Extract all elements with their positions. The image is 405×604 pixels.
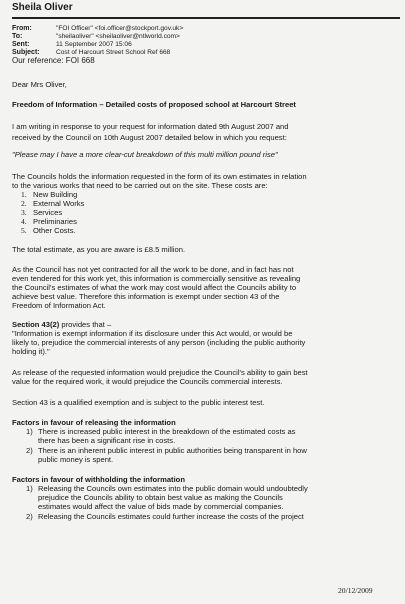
list-number: 2)	[26, 446, 33, 455]
list-number: 3.	[21, 208, 27, 217]
list-number: 1)	[26, 484, 33, 493]
list-number: 2)	[26, 512, 33, 521]
factor-for-1-line-2: there has been a significant rise in costs.	[38, 436, 176, 445]
sender-name: Sheila Oliver	[12, 2, 73, 13]
factors-for-heading: Factors in favour of releasing the information	[12, 418, 176, 427]
qualified-exemption: Section 43 is a qualified exemption and is subject to the public interest test.	[12, 398, 265, 407]
factor-for-2-line-1: There is an inherent public interest in public authorities being transparent in how	[38, 446, 307, 455]
intro-line-2: received by the Council on 10th August 2007 detailed below in which you request:	[12, 133, 287, 142]
factor-for-2-line-2: public money is spent.	[38, 455, 114, 464]
subject-label: Subject:	[12, 49, 40, 56]
list-number: 5.	[21, 226, 27, 235]
section-43-lead: provides that –	[59, 320, 112, 329]
from-value: "FOI Officer" <foi.officer@stockport.gov.uk>	[56, 25, 184, 32]
factor-against-1-line-1: Releasing the Councils own estimates into the public domain would undoubtedly	[38, 484, 308, 493]
factors-against-heading: Factors in favour of withholding the information	[12, 475, 185, 484]
list-item: Preliminaries	[33, 217, 77, 226]
list-number: 1)	[26, 427, 33, 436]
list-item: Other Costs.	[33, 226, 76, 235]
holds-line-1: The Councils holds the information requested in the form of its own estimates in relation	[12, 172, 307, 181]
to-value: "sheilaoliver" <sheilaoliver@ntlworld.com>	[56, 33, 180, 40]
list-item: External Works	[33, 199, 85, 208]
release-line-1: As release of the requested information would prejudice the Council's ability to gain best	[12, 368, 308, 377]
sensitivity-line-5: Freedom of Information Act.	[12, 301, 106, 310]
sensitivity-line-3: the Council's estimates of what the work may cost would affect the Councils ability to	[12, 283, 297, 292]
holds-line-2: to the various works that need to be carried out on the site. These costs are:	[12, 181, 268, 190]
list-item: Services	[33, 208, 63, 217]
intro-line-1: I am writing in response to your request for information dated 9th August 2007 and	[12, 122, 289, 131]
to-label: To:	[12, 33, 23, 40]
factor-against-1-line-2: prejudice the Councils ability to obtain best value as making the Councils	[38, 493, 283, 502]
factor-against-2-line-1: Releasing the Councils estimates could further increase the costs of the project	[38, 512, 304, 521]
list-number: 1.	[21, 190, 27, 199]
sensitivity-line-4: achieve best value. Therefore this information is exempt under section 43 of the	[12, 292, 280, 301]
sent-value: 11 September 2007 15:06	[56, 41, 132, 48]
subject-value: Cost of Harcourt Street School Ref 668	[56, 49, 171, 56]
letter-title: Freedom of Information – Detailed costs of proposed school at Harcourt Street	[12, 100, 296, 109]
request-quote: "Please may I have a more clear-cut breakdown of this multi million pound rise"	[12, 150, 278, 159]
section-43-intro	[12, 320, 111, 329]
our-reference: Our reference: FOI 668	[12, 56, 95, 65]
sensitivity-line-1: As the Council has not yet contracted for all the work to be done, and in fact has not	[12, 265, 294, 274]
salutation: Dear Mrs Oliver,	[12, 80, 67, 89]
list-number: 4.	[21, 217, 27, 226]
from-label: From:	[12, 25, 32, 32]
section-43-quote-2: likely to, prejudice the commercial interests of any person (including the public authority	[12, 338, 306, 347]
list-number: 2.	[21, 199, 27, 208]
section-43-quote-1: "Information is exempt information if its disclosure under this Act would, or would be	[12, 329, 293, 338]
factor-for-1-line-1: There is increased public interest in the breakdown of the estimated costs as	[38, 427, 296, 436]
total-estimate: The total estimate, as you are aware is £8.5 million.	[12, 245, 186, 254]
section-43-heading: Section 43(2)	[12, 320, 60, 329]
sensitivity-line-2: even tendered for this work yet, this information is commercially sensitive as revealing	[12, 274, 301, 283]
print-date: 20/12/2009	[338, 586, 373, 595]
sent-label: Sent:	[12, 41, 30, 48]
factor-against-1-line-3: estimates would affect the value of bids made by commercial companies.	[38, 502, 284, 511]
release-line-2: value for the required work, it would prejudice the Councils commercial interests.	[12, 377, 283, 386]
section-43-quote-3: holding it)."	[12, 347, 50, 356]
list-item: New Building	[33, 190, 78, 199]
header-divider	[12, 17, 400, 19]
